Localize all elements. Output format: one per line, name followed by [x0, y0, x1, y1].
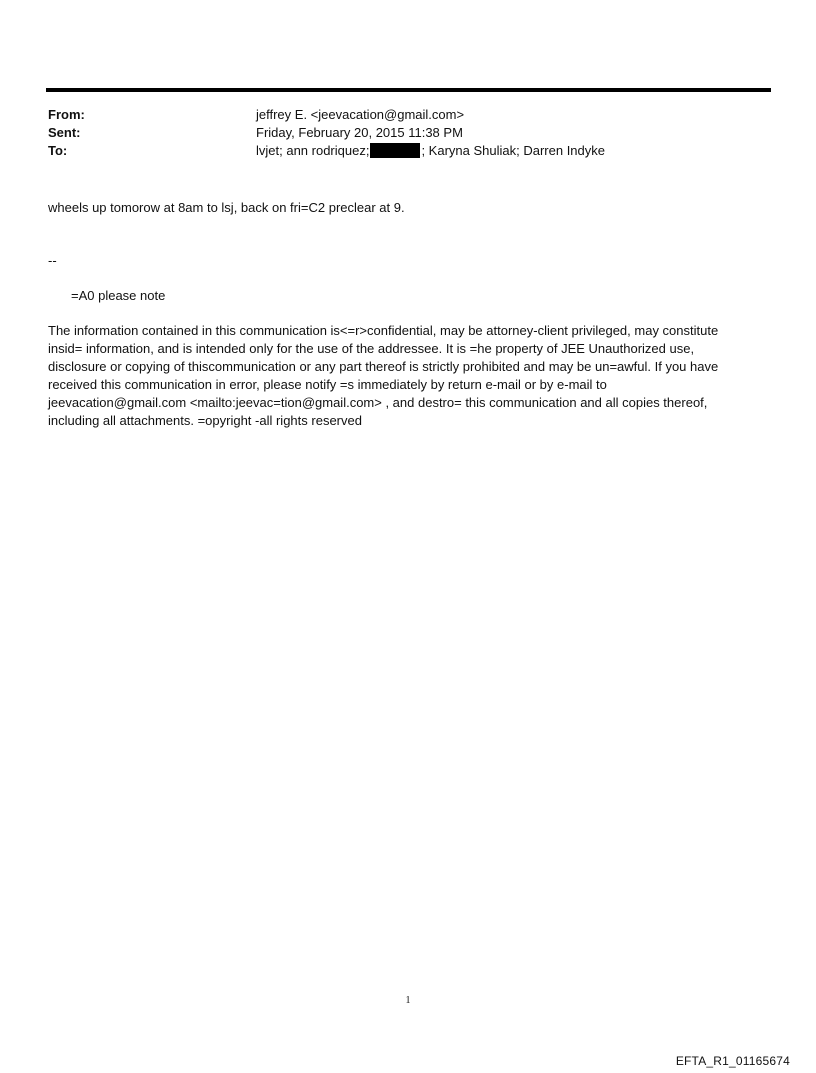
to-recipients-end: ; Karyna Shuliak; Darren Indyke	[421, 143, 605, 158]
email-header	[48, 106, 768, 160]
disclaimer-line: received this communication in error, please notify =s immediately by return e-mail or by e-mail to	[48, 377, 607, 392]
disclaimer-line: disclosure or copying of thiscommunication or any part thereof is strictly prohibited and may be un=awful. If you have	[48, 359, 719, 374]
redaction-block	[370, 143, 420, 158]
from-value: jeffrey E. <jeevacation@gmail.com>	[256, 107, 465, 122]
disclaimer-line: jeevacation@gmail.com <mailto:jeevac=tion@gmail.com> , and destro= this communication and all copies thereof,	[48, 395, 708, 410]
from-row	[48, 106, 768, 124]
disclaimer-line: The information contained in this communication is<=r>confidential, may be attorney-client privileged, may constitute	[48, 323, 719, 338]
sent-value: Friday, February 20, 2015 11:38 PM	[256, 125, 463, 140]
signature-separator: --	[48, 253, 57, 268]
message-text: wheels up tomorow at 8am to lsj, back on fri=C2 preclear at 9.	[48, 200, 405, 215]
to-recipients-start: lvjet; ann rodriquez;	[256, 143, 370, 158]
to-row	[48, 142, 768, 160]
document-id: EFTA_R1_01165674	[675, 1054, 790, 1068]
confidentiality-disclaimer	[48, 322, 768, 430]
to-label: To:	[48, 143, 68, 158]
sent-label: Sent:	[48, 125, 81, 140]
page-number: 1	[405, 995, 411, 1006]
sent-row	[48, 124, 768, 142]
from-label: From:	[48, 107, 85, 122]
header-divider	[46, 88, 771, 92]
note-line: =A0 please note	[71, 288, 166, 303]
disclaimer-line: insid= information, and is intended only for the use of the addressee. It is =he property of JEE Unauthorized use,	[48, 341, 695, 356]
disclaimer-line: including all attachments. =opyright -all rights reserved	[48, 413, 362, 428]
to-value	[256, 142, 605, 160]
